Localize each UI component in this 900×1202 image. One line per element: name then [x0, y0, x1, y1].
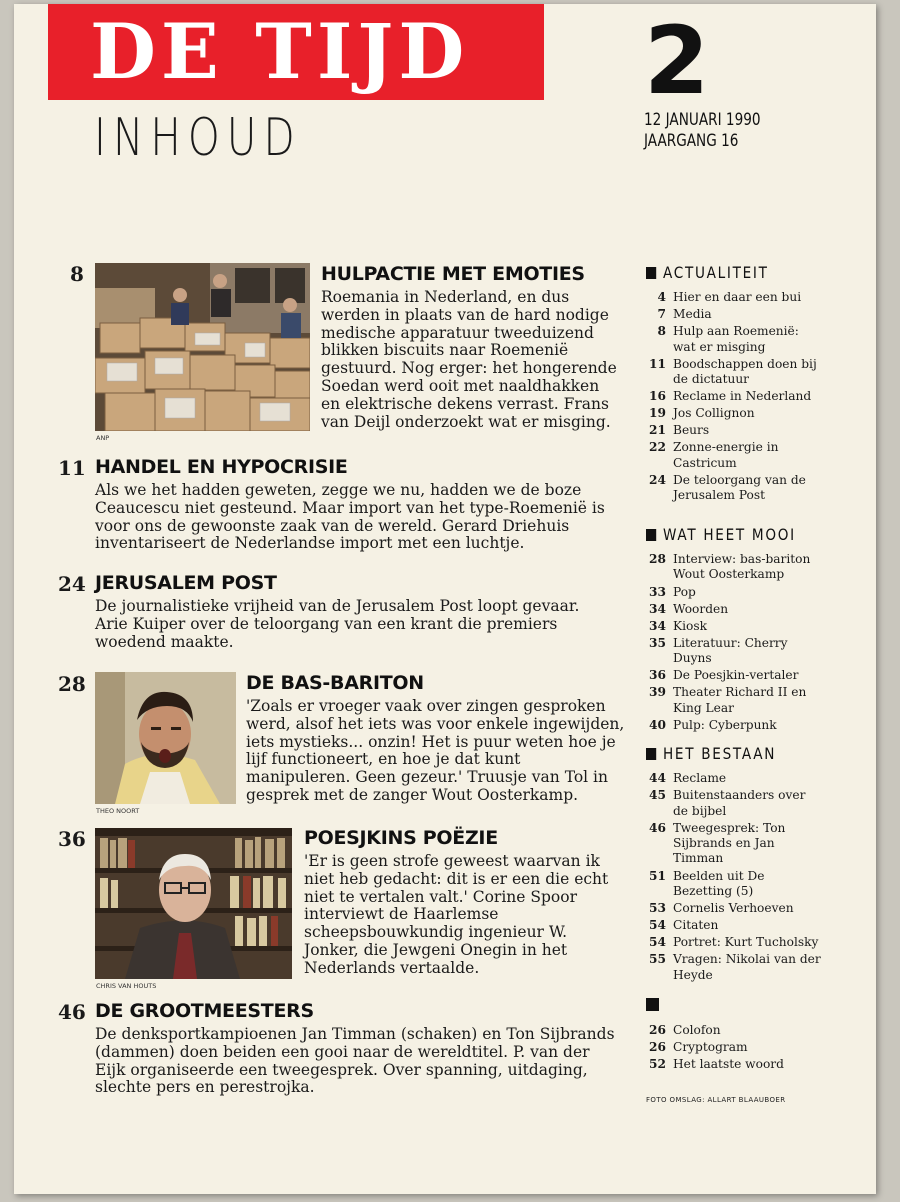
article-page-number: 11 [58, 456, 86, 480]
sidebar-list [642, 290, 822, 505]
magazine-page [14, 4, 876, 1194]
list-item: 24 De teloorgang van de Jerusalem Post [649, 472, 806, 503]
section-heading: INHOUD [94, 108, 302, 168]
list-item: 35 Literatuur: Cherry Duyns [649, 635, 788, 666]
article-summary: Als we het hadden geweten, zegge we nu, hadden we de boze Ceaucescu niet gesteund. Maar import van het type-Roemenië is voor ons de gewoonste zaak van de wereld. Gerard Driehuis inventariseert de Nederlandse import met een luchtje. [95, 481, 605, 553]
issue-date: 12 JANUARI 1990 [644, 110, 761, 130]
list-item: 45 Buitenstaanders over de bijbel [649, 788, 806, 818]
photo-credit: CHRIS VAN HOUTS [96, 982, 157, 990]
article-summary: De denksportkampioenen Jan Timman (schaken) en Ton Sijbrands (dammen) doen beiden een gooi naar de wereldtitel. P. van der Eijk organiseerde een tweegesprek. Over spanning, uitdaging, slechte pers en perestrojka. [95, 1025, 615, 1097]
list-item: 28 Interview: bas-bariton Wout Oosterkamp [649, 552, 811, 582]
article-title: HANDEL EN HYPOCRISIE [95, 456, 348, 478]
article-page-number: 36 [58, 827, 86, 851]
list-item: 40 Pulp: Cyberpunk [649, 717, 777, 732]
list-item: 7 Media [657, 307, 712, 322]
magazine-title: DE TIJD [90, 7, 470, 96]
list-item: 19 Jos Collignon [649, 406, 755, 421]
article-summary: De journalistieke vrijheid van de Jerusalem Post loopt gevaar. Arie Kuiper over de teloorgang van een krant die premiers woedend maakte. [95, 597, 580, 651]
list-item: 46 Tweegesprek: Ton Sijbrands en Jan Timman [649, 820, 786, 866]
sidebar-section-title: ACTUALITEIT [646, 263, 769, 282]
list-item: 55 Vragen: Nikolai van der Heyde [649, 952, 821, 982]
article-page-number: 28 [58, 672, 86, 696]
bass-baritone-photo [95, 672, 236, 804]
list-item: 51 Beelden uit De Bezetting (5) [649, 868, 765, 898]
list-item: 53 Cornelis Verhoeven [649, 901, 794, 915]
sidebar-list [642, 552, 822, 735]
article-summary: Roemania in Nederland, en dus werden in plaats van de hard nodige medische apparatuur tweeduizend blikken biscuits naar Roemenië gestuurd. Nog erger: het hongerende Soedan werd ooit met naaldhakken en elektrische dekens verrast. Frans van Deijl onderzoekt wat er misging. [321, 288, 617, 431]
article-title: POESJKINS POËZIE [304, 827, 498, 849]
list-item: 36 De Poesjkin-vertaler [649, 668, 799, 683]
sidebar-list [642, 1023, 822, 1074]
list-item: 54 Citaten [649, 918, 719, 933]
article-title: DE GROOTMEESTERS [95, 1000, 314, 1022]
photo-credit: THEO NOORT [96, 807, 140, 815]
article-page-number: 46 [58, 1000, 86, 1024]
cover-photo-credit: FOTO OMSLAG: ALLART BLAAUBOER [646, 1096, 786, 1104]
list-item: 52 Het laatste woord [649, 1057, 784, 1072]
sidebar-section-title: HET BESTAAN [646, 744, 776, 763]
article-title: HULPACTIE MET EMOTIES [321, 263, 585, 285]
list-item: 4 Hier en daar een bui [657, 290, 802, 304]
list-item: 16 Reclame in Nederland [649, 389, 812, 404]
list-item: 22 Zonne-energie in Castricum [649, 440, 779, 470]
article-summary: 'Zoals er vroeger vaak over zingen gesproken werd, alsof het iets was voor enkele ingewijden, iets mystieks... onzin! Het is puur weten hoe je lijf functioneert, en hoe je dat kunt manipuleren. Geen gezeur.' Truusje van Tol in gesprek met de zanger Wout Oosterkamp. [246, 697, 625, 804]
list-item: 21 Beurs [649, 423, 710, 438]
aid-boxes-photo [95, 263, 310, 431]
list-item: 26 Cryptogram [649, 1040, 748, 1055]
list-item: 8 Hulp aan Roemenië: wat er misging [657, 324, 799, 354]
masthead-logo [48, 4, 544, 100]
list-item: 39 Theater Richard II en King Lear [649, 685, 807, 715]
sidebar-section-title: WAT HEET MOOI [646, 525, 796, 544]
section-marker-icon [646, 998, 659, 1011]
list-item: 34 Woorden [649, 601, 729, 616]
list-item: 11 Boodschappen doen bij de dictatuur [649, 356, 817, 387]
article-page-number: 24 [58, 572, 86, 596]
list-item: 34 Kiosk [649, 618, 707, 633]
list-item: 33 Pop [649, 584, 696, 599]
list-item: 26 Colofon [649, 1023, 721, 1037]
photo-credit: ANP [96, 434, 110, 442]
article-title: JERUSALEM POST [95, 572, 277, 594]
translator-photo [95, 828, 292, 979]
article-page-number: 8 [70, 262, 84, 286]
list-item: 54 Portret: Kurt Tucholsky [649, 935, 819, 950]
sidebar-list [642, 771, 822, 985]
issue-volume: JAARGANG 16 [644, 131, 739, 151]
article-summary: 'Er is geen strofe geweest waarvan ik niet heb gedacht: dit is er een die echt niet te vertalen valt.' Corine Spoor interviewt de Haarlemse scheepsbouwkundig ingenieur W. Jonker, die Jewgeni Onegin in het Nederlands vertaalde. [304, 852, 609, 977]
issue-number: 2 [644, 7, 710, 116]
list-item: 44 Reclame [649, 771, 727, 785]
article-title: DE BAS-BARITON [246, 672, 424, 694]
